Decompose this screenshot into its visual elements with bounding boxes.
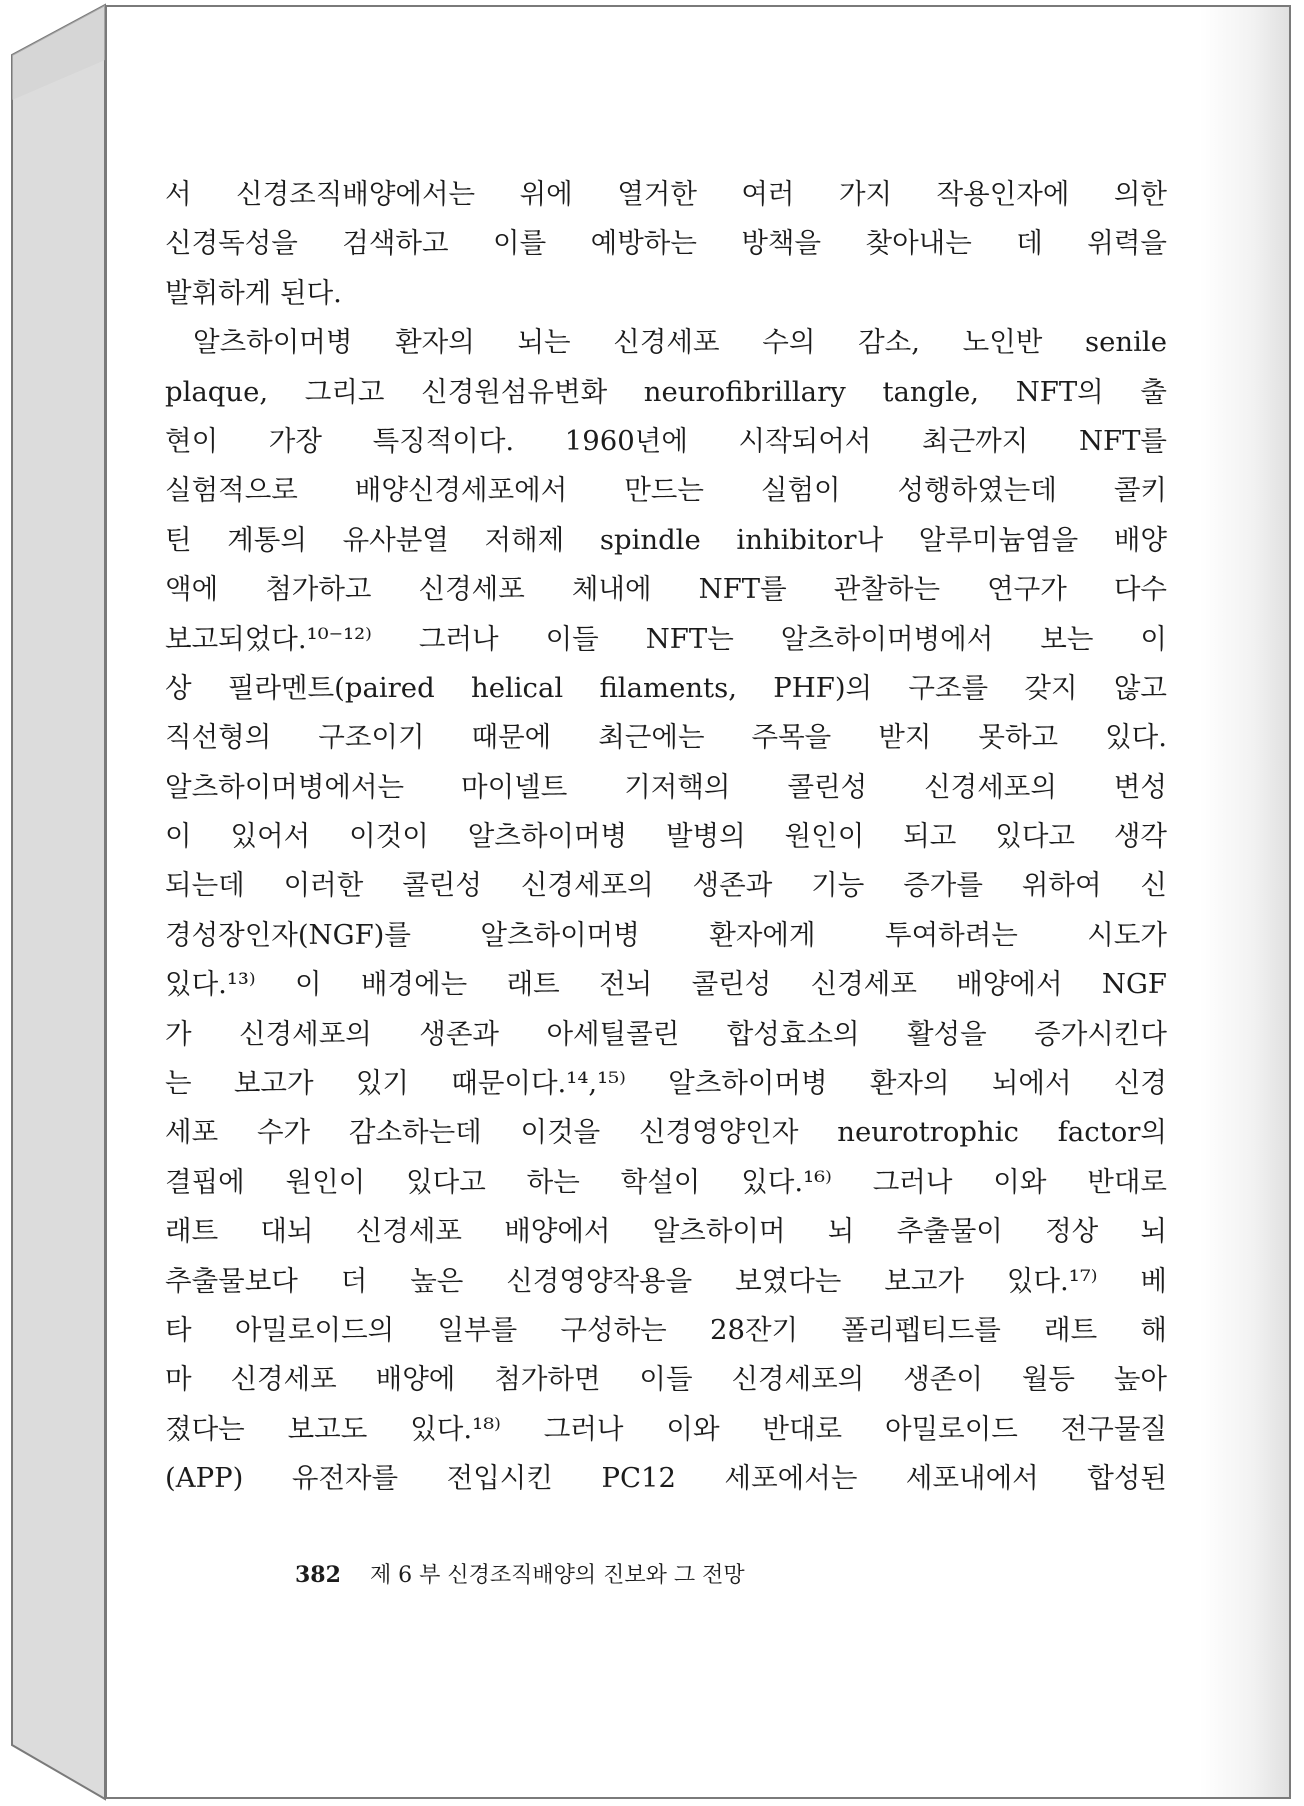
text-line: 추출물보다 더 높은 신경영양작용을 보였다는 보고가 있다.¹⁷⁾ 베 bbox=[165, 1264, 1167, 1297]
page-edge-shadow bbox=[1199, 7, 1289, 1797]
running-title: 제 6 부 신경조직배양의 진보와 그 전망 bbox=[369, 1563, 745, 1588]
text-line: 액에 첨가하고 신경세포 체내에 NFT를 관찰하는 연구가 다수 bbox=[165, 573, 1167, 606]
text-line: (APP) 유전자를 전입시킨 PC12 세포에서는 세포내에서 합성된 bbox=[165, 1462, 1167, 1495]
text-line: 되는데 이러한 콜린성 신경세포의 생존과 기능 증가를 위하여 신 bbox=[165, 869, 1167, 902]
text-line: 상 필라멘트(paired helical filaments, PHF)의 구조를 갖지 않고 bbox=[165, 671, 1167, 704]
text-line: 마 신경세포 배양에 첨가하면 이들 신경세포의 생존이 월등 높아 bbox=[165, 1363, 1167, 1396]
text-line: 알츠하이머병 환자의 뇌는 신경세포 수의 감소, 노인반 senile bbox=[193, 326, 1167, 359]
text-line: 는 보고가 있기 때문이다.¹⁴,¹⁵⁾ 알츠하이머병 환자의 뇌에서 신경 bbox=[165, 1067, 1167, 1100]
text-line: 결핍에 원인이 있다고 하는 학설이 있다.¹⁶⁾ 그러나 이와 반대로 bbox=[165, 1165, 1167, 1198]
text-line: 보고되었다.¹⁰⁻¹²⁾ 그러나 이들 NFT는 알츠하이머병에서 보는 이 bbox=[165, 622, 1167, 655]
text-line: 발휘하게 된다. bbox=[165, 276, 342, 309]
text-line: 세포 수가 감소하는데 이것을 신경영양인자 neurotrophic factor의 bbox=[165, 1116, 1167, 1149]
body-text bbox=[165, 170, 1167, 1504]
text-line: 타 아밀로이드의 일부를 구성하는 28잔기 폴리펩티드를 래트 해 bbox=[165, 1313, 1167, 1346]
text-line: 졌다는 보고도 있다.¹⁸⁾ 그러나 이와 반대로 아밀로이드 전구물질 bbox=[165, 1412, 1167, 1445]
page-number: 382 bbox=[295, 1562, 341, 1588]
text-line: 서 신경조직배양에서는 위에 열거한 여러 가지 작용인자에 의한 bbox=[165, 178, 1167, 210]
page-footer bbox=[295, 1558, 745, 1589]
text-line: 있다.¹³⁾ 이 배경에는 래트 전뇌 콜린성 신경세포 배양에서 NGF bbox=[165, 968, 1167, 1001]
text-line: 직선형의 구조이기 때문에 최근에는 주목을 받지 못하고 있다. bbox=[165, 721, 1167, 754]
text-line: 알츠하이머병에서는 마이넬트 기저핵의 콜린성 신경세포의 변성 bbox=[165, 770, 1167, 803]
text-line: plaque, 그리고 신경원섬유변화 neurofibrillary tangle, NFT의 출 bbox=[165, 375, 1167, 408]
text-line: 가 신경세포의 생존과 아세틸콜린 합성효소의 활성을 증가시킨다 bbox=[165, 1017, 1167, 1050]
text-line: 경성장인자(NGF)를 알츠하이머병 환자에게 투여하려는 시도가 bbox=[165, 918, 1167, 951]
text-line: 이 있어서 이것이 알츠하이머병 발병의 원인이 되고 있다고 생각 bbox=[165, 820, 1167, 853]
text-line: 실험적으로 배양신경세포에서 만드는 실험이 성행하였는데 콜키 bbox=[165, 474, 1167, 507]
text-line: 틴 계통의 유사분열 저해제 spindle inhibitor나 알루미늄염을 배양 bbox=[165, 523, 1167, 556]
text-line: 현이 가장 특징적이다. 1960년에 시작되어서 최근까지 NFT를 bbox=[165, 424, 1167, 457]
text-line: 래트 대뇌 신경세포 배양에서 알츠하이머 뇌 추출물이 정상 뇌 bbox=[165, 1215, 1167, 1248]
text-line: 신경독성을 검색하고 이를 예방하는 방책을 찾아내는 데 위력을 bbox=[165, 227, 1167, 260]
